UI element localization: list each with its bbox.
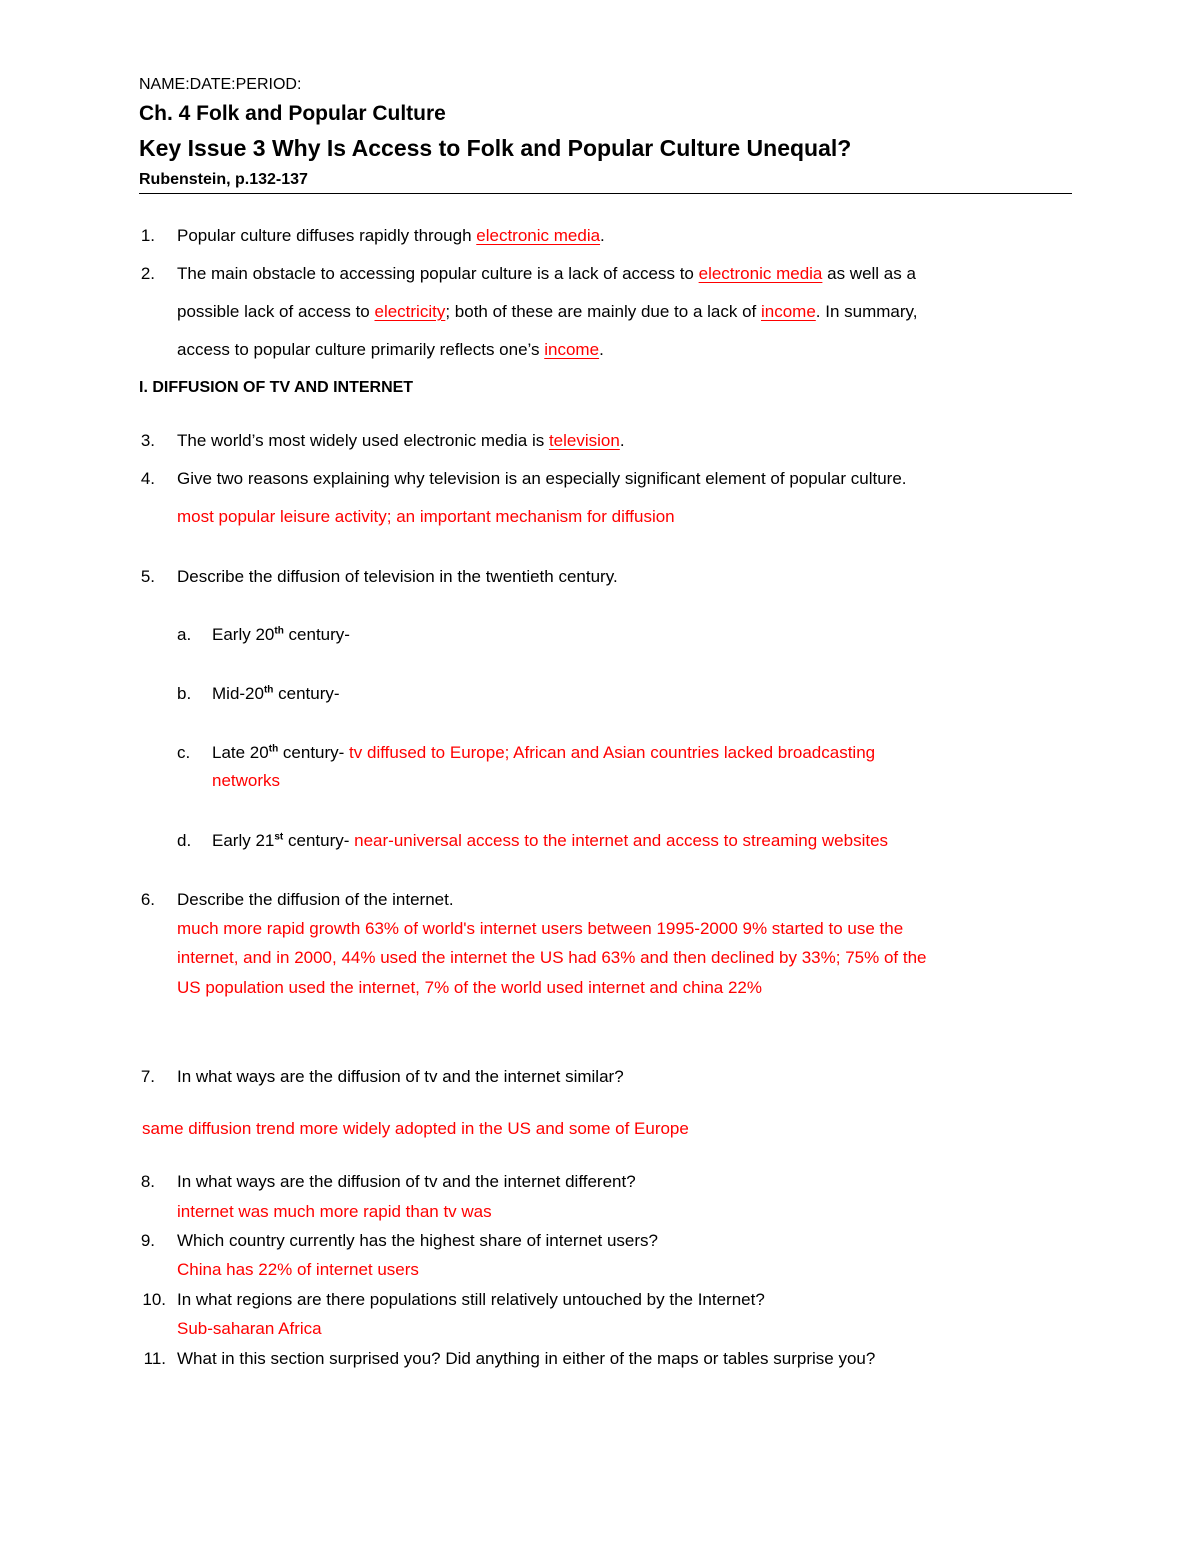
q3-line <box>177 430 625 452</box>
section-heading: I. DIFFUSION OF TV AND INTERNET <box>139 379 414 396</box>
q6-text: Describe the diffusion of the internet. <box>177 890 454 909</box>
q2-line-1 <box>177 263 916 285</box>
q5a-letter: a. <box>177 625 192 644</box>
q5c-sup: th <box>268 743 279 755</box>
q1-line <box>177 225 605 247</box>
q5d-answer: near-universal access to the internet and access to streaming websites <box>354 831 889 850</box>
q9-answer: China has 22% of internet users <box>177 1260 419 1279</box>
q6-answer-line-3: US population used the internet, 7% of the world used internet and china 22% <box>177 978 762 997</box>
q6-answer-line-2: internet, and in 2000, 44% used the internet the US had 63% and then declined by 33%; 75% of the <box>177 948 927 967</box>
q5c-answer-cont: networks <box>212 771 281 790</box>
q2-text-1: The main obstacle to accessing popular culture is a lack of access to <box>177 264 699 283</box>
source-reference: Rubenstein, p.132-137 <box>139 171 308 188</box>
q2-text-3b: . <box>599 340 604 359</box>
q5d-sup: st <box>274 831 284 843</box>
q2-text-2: possible lack of access to <box>177 302 375 321</box>
key-issue-title: Key Issue 3 Why Is Access to Folk and Popular Culture Unequal? <box>139 135 852 161</box>
q5c-line <box>212 742 875 764</box>
q7-number: 7. <box>140 1067 155 1086</box>
q8-number: 8. <box>140 1172 155 1191</box>
q10-text: In what regions are there populations still relatively untouched by the Internet? <box>177 1290 765 1309</box>
q1-text: Popular culture diffuses rapidly through <box>177 226 477 245</box>
q1-answer: electronic media <box>476 226 601 245</box>
q9-text: Which country currently has the highest share of internet users? <box>177 1231 658 1250</box>
q2-answer-4: income <box>544 340 600 359</box>
q5b-letter: b. <box>177 684 192 703</box>
q2-text-3: access to popular culture primarily reflects one’s <box>177 340 545 359</box>
q5b-line <box>212 683 340 705</box>
q5d-letter: d. <box>177 831 192 850</box>
q5b-sup: th <box>263 684 274 696</box>
q2-answer-1: electronic media <box>698 264 823 283</box>
q1-number: 1. <box>140 226 155 245</box>
q5c-answer: tv diffused to Europe; African and Asian countries lacked broadcasting <box>349 743 876 762</box>
q1-punct: . <box>600 226 605 245</box>
q8-answer: internet was much more rapid than tv was <box>177 1202 492 1221</box>
q4-text: Give two reasons explaining why television is an especially significant element of popular culture. <box>177 469 907 488</box>
q2-answer-3: income <box>760 302 816 321</box>
q6-number: 6. <box>140 890 155 909</box>
name-date-period: NAME:DATE:PERIOD: <box>139 76 302 93</box>
q2-number: 2. <box>140 264 155 283</box>
q2-line-2 <box>177 301 918 323</box>
chapter-title: Ch. 4 Folk and Popular Culture <box>139 102 446 125</box>
q5a-sup: th <box>274 625 284 637</box>
header-divider <box>139 193 1072 194</box>
q5c-post: century- <box>278 743 350 762</box>
q7-text: In what ways are the diffusion of tv and the internet similar? <box>177 1067 624 1086</box>
q5d-pre: Early 21 <box>212 831 275 850</box>
q2-answer-2: electricity <box>374 302 446 321</box>
q5-text: Describe the diffusion of television in the twentieth century. <box>177 567 618 586</box>
q5a-post: century- <box>283 625 350 644</box>
q9-number: 9. <box>140 1231 155 1250</box>
q3-number: 3. <box>140 431 155 450</box>
q5-number: 5. <box>140 567 155 586</box>
q5a-pre: Early 20 <box>212 625 275 644</box>
q2-text-2c: . In summary, <box>815 302 918 321</box>
q10-number: 10. <box>142 1290 166 1309</box>
q5c-letter: c. <box>177 743 191 762</box>
q2-text-1b: as well as a <box>822 264 916 283</box>
q5c-pre: Late 20 <box>212 743 269 762</box>
q5b-post: century- <box>273 684 340 703</box>
q6-answer-line-1: much more rapid growth 63% of world's internet users between 1995-2000 9% started to use the <box>177 919 904 938</box>
q3-text: The world’s most widely used electronic media is <box>177 431 549 450</box>
q5d-post: century- <box>283 831 355 850</box>
q11-number: 11. <box>143 1349 166 1368</box>
q4-answer: most popular leisure activity; an important mechanism for diffusion <box>177 507 675 526</box>
q2-text-2b: ; both of these are mainly due to a lack of <box>445 302 761 321</box>
q10-answer: Sub-saharan Africa <box>177 1319 322 1338</box>
q5d-line <box>212 830 888 852</box>
q2-line-3 <box>177 339 604 361</box>
q3-punct: . <box>619 431 625 450</box>
q11-text: What in this section surprised you? Did anything in either of the maps or tables surprise you? <box>177 1349 876 1368</box>
q3-answer: television <box>548 431 620 450</box>
q8-text: In what ways are the diffusion of tv and the internet different? <box>177 1172 636 1191</box>
q5b-pre: Mid-20 <box>212 684 264 703</box>
q7-answer: same diffusion trend more widely adopted in the US and some of Europe <box>142 1119 689 1138</box>
q5a-line <box>212 624 350 646</box>
q4-number: 4. <box>140 469 155 488</box>
